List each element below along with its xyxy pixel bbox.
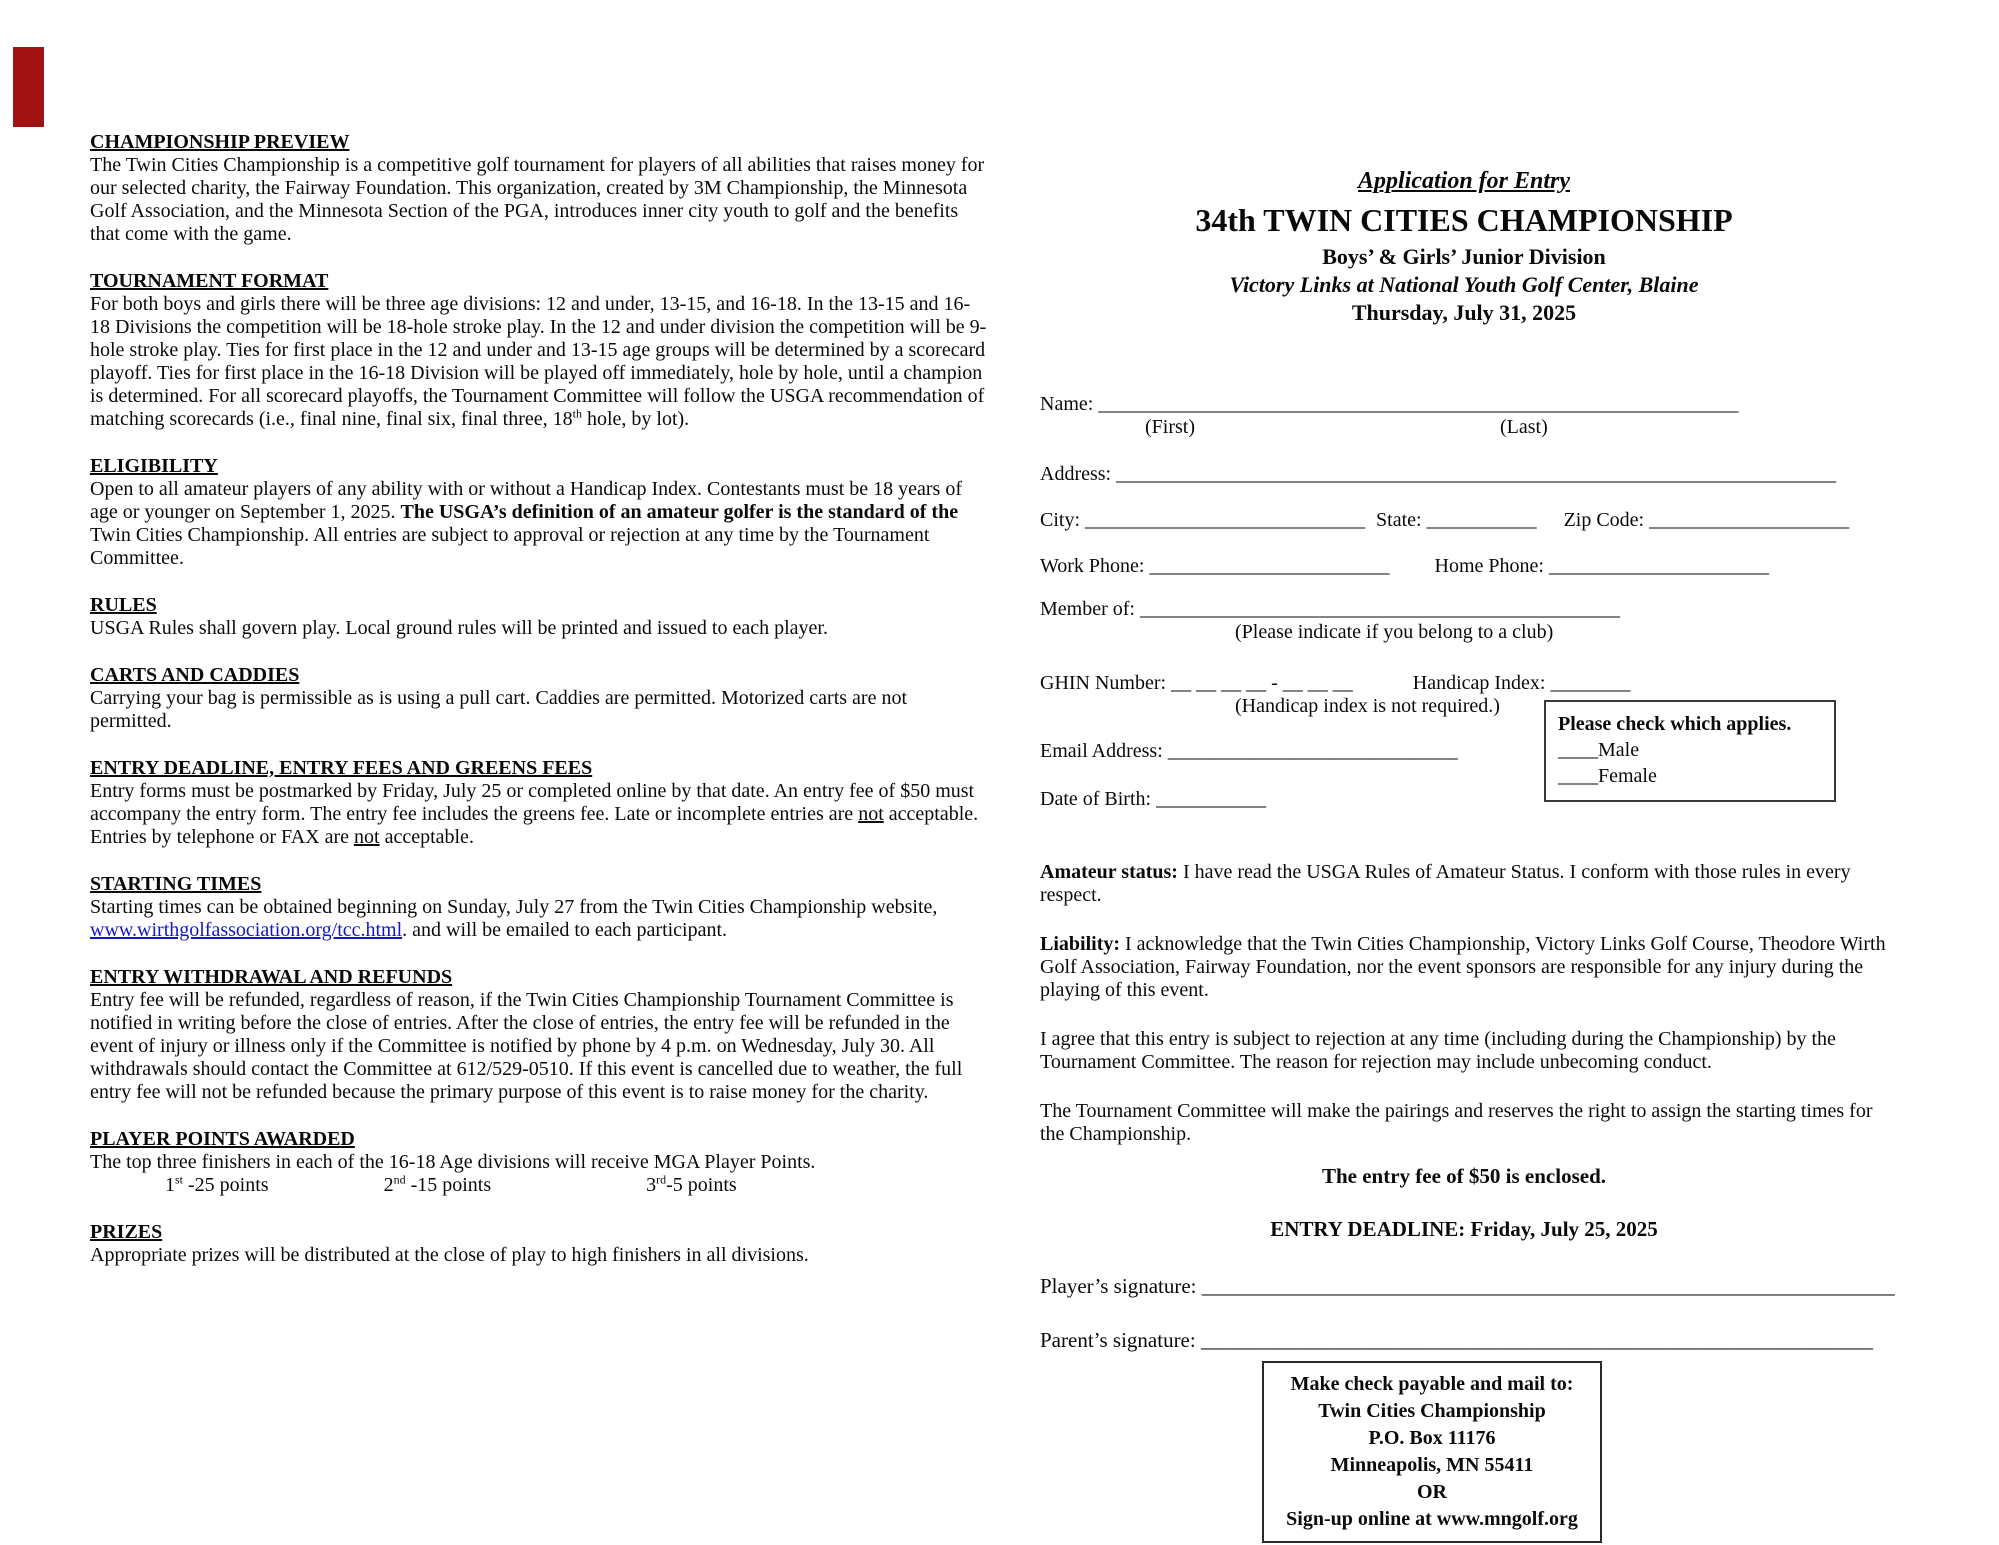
member-of-blank: ________________________________________________: [1139, 598, 1620, 620]
body-text: Twin Cities Championship. All entries are subject to approval or rejection at any time by the Tournament Committee.: [90, 524, 930, 569]
body-text: Open to all amateur players of any ability with or without a Handicap Index. Contestants must be 18 years of age or younger on September 1, 2025.: [90, 478, 963, 523]
ghin-digit-blanks: __ __ __ __ - __ __ __: [1171, 672, 1353, 694]
body-text: acceptable. Entries by telephone or FAX are: [90, 803, 979, 848]
player-signature-row: [1040, 1273, 1895, 1299]
parent-signature-label: Parent’s signature:: [1040, 1328, 1201, 1352]
superscript: st: [175, 1172, 184, 1187]
home-phone-blank: ______________________: [1548, 555, 1769, 577]
gender-checkbox-box: [1544, 700, 1836, 802]
female-check-line: ____Female: [1558, 765, 1657, 787]
dob-label: Date of Birth:: [1040, 788, 1152, 810]
application-header: [1040, 165, 1888, 327]
email-field-blank: _____________________________: [1167, 740, 1458, 762]
name-row: [1040, 393, 1888, 416]
work-phone-label: Work Phone:: [1040, 555, 1145, 577]
city-state-zip-row: [1040, 509, 1888, 532]
last-name-note: (Last): [1500, 416, 1548, 438]
place-number: 3: [646, 1174, 657, 1196]
section-starting-times: [90, 873, 990, 942]
section-prizes: [90, 1221, 990, 1267]
player-signature-label: Player’s signature:: [1040, 1274, 1202, 1298]
section-body: [90, 293, 990, 431]
section-heading: CARTS AND CADDIES: [90, 664, 300, 686]
dob-field-blank: ___________: [1156, 788, 1267, 810]
email-label: Email Address:: [1040, 740, 1163, 762]
ghin-label: GHIN Number:: [1040, 672, 1167, 694]
venue-subtitle: Victory Links at National Youth Golf Center, Blaine: [1229, 272, 1699, 297]
amateur-status-label: Amateur status:: [1040, 861, 1178, 883]
first-name-note: (First): [1145, 416, 1195, 438]
section-body: [90, 478, 990, 570]
championship-title: 34th TWIN CITIES CHAMPIONSHIP: [1195, 202, 1733, 238]
section-body: The top three finishers in each of the 16-18 Age divisions will receive MGA Player Points.: [90, 1151, 816, 1173]
state-field-blank: ___________: [1426, 509, 1537, 531]
section-championship-preview: [90, 131, 990, 246]
section-heading: PRIZES: [90, 1221, 163, 1243]
underlined-not: not: [354, 826, 380, 848]
handicap-index-label: Handicap Index:: [1412, 672, 1546, 694]
section-eligibility: [90, 455, 990, 570]
body-text: For both boys and girls there will be three age divisions: 12 and under, 13-15, and 16-18. In the 13-15 and 16-18 Divisions the competition will be 18-hole stroke play. In the 12 and under division the competition will be 9-hole stroke play. Ties for first place in the 12 and under and 13-15 age groups will be determined by a scorecard playoff. Ties for first place in the 16-18 Division will be played off immediately, hole by hole, until a champion is determined. For all scorecard playoffs, the Tournament Committee will follow the USGA recommendation of matching scorecards (i.e., final nine, final six, final three, 18: [90, 293, 987, 430]
liability-paragraph: [1040, 933, 1888, 1002]
section-body: Appropriate prizes will be distributed at the close of play to high finishers in all divisions.: [90, 1244, 809, 1266]
section-rules: [90, 594, 990, 640]
section-entry-withdrawal: [90, 966, 990, 1104]
date-subtitle: Thursday, July 31, 2025: [1351, 300, 1577, 325]
body-text: hole, by lot).: [581, 408, 690, 430]
superscript: nd: [393, 1172, 406, 1187]
address-field-blank: ________________________________________________________________________: [1116, 463, 1837, 485]
points-awarded-line: [90, 1174, 990, 1197]
body-text: Starting times can be obtained beginning on Sunday, July 27 from the Twin Cities Championship website,: [90, 896, 938, 918]
liability-text: I acknowledge that the Twin Cities Championship, Victory Links Golf Course, Theodore Wirth Golf Association, Fairway Foundation, nor the event sponsors are responsible for any injury during the playing of this event.: [1040, 933, 1886, 1001]
mail-instructions-box: [1262, 1361, 1602, 1543]
mail-box-line: Minneapolis, MN 55411: [1330, 1454, 1534, 1476]
player-signature-blank: __________________________________________________________________: [1201, 1274, 1895, 1298]
zip-field-blank: ____________________: [1649, 509, 1850, 531]
underlined-not: not: [858, 803, 884, 825]
handicap-note: (Handicap index is not required.): [1235, 695, 1500, 717]
section-body: USGA Rules shall govern play. Local ground rules will be printed and issued to each player.: [90, 617, 828, 639]
gender-box-title: Please check which applies.: [1558, 713, 1792, 735]
amateur-status-text: I have read the USGA Rules of Amateur Status. I conform with those rules in every respect.: [1040, 861, 1851, 906]
address-label: Address:: [1040, 463, 1112, 485]
points-text: -25 points: [183, 1174, 269, 1196]
city-field-blank: ____________________________: [1085, 509, 1366, 531]
points-text: -15 points: [405, 1174, 492, 1196]
section-heading: RULES: [90, 594, 157, 616]
member-of-label: Member of:: [1040, 598, 1135, 620]
section-heading: STARTING TIMES: [90, 873, 262, 895]
ghin-row: [1040, 672, 1888, 695]
name-field-blank: ________________________________________________________________: [1098, 393, 1739, 415]
entry-fee-line: The entry fee of $50 is enclosed.: [1321, 1164, 1607, 1188]
section-body: [90, 896, 990, 942]
mail-box-line: Sign-up online at www.mngolf.org: [1286, 1508, 1578, 1530]
points-text: -5 points: [666, 1174, 737, 1196]
bold-text: The USGA’s definition of an amateur golfer is the standard of the: [400, 501, 959, 523]
name-label: Name:: [1040, 393, 1094, 415]
place-number: 1: [165, 1174, 175, 1196]
body-text: . and will be emailed to each participant.: [402, 919, 728, 941]
division-subtitle: Boys’ & Girls’ Junior Division: [1322, 244, 1606, 269]
mail-box-line: OR: [1417, 1481, 1447, 1503]
home-phone-label: Home Phone:: [1434, 555, 1544, 577]
work-phone-blank: ________________________: [1149, 555, 1390, 577]
section-heading: TOURNAMENT FORMAT: [90, 270, 329, 292]
section-entry-deadline-fees: [90, 757, 990, 849]
body-text: acceptable.: [379, 826, 474, 848]
application-form-column: [1040, 165, 1895, 1543]
section-heading: PLAYER POINTS AWARDED: [90, 1128, 355, 1150]
section-heading: ELIGIBILITY: [90, 455, 218, 477]
member-of-note: (Please indicate if you belong to a club): [1235, 621, 1554, 643]
section-body: The Twin Cities Championship is a competitive golf tournament for players of all abilities that raises money for our selected charity, the Fairway Foundation. This organization, created by 3M Championship, the Minnesota Golf Association, and the Minnesota Section of the PGA, introduces inner city youth to golf and the benefits that come with the game.: [90, 154, 985, 245]
member-of-row: [1040, 598, 1888, 621]
mail-box-line: Make check payable and mail to:: [1290, 1373, 1574, 1395]
red-annotation-marker: [13, 47, 44, 127]
first-place-points: [165, 1174, 269, 1197]
zip-label: Zip Code:: [1563, 509, 1645, 531]
section-player-points: [90, 1128, 990, 1197]
mail-box-line: Twin Cities Championship: [1318, 1400, 1546, 1422]
section-heading: ENTRY WITHDRAWAL AND REFUNDS: [90, 966, 453, 988]
rejection-agreement-paragraph: I agree that this entry is subject to rejection at any time (including during the Championship) by the Tournament Committee. The reason for rejection may include unbecoming conduct.: [1040, 1028, 1836, 1073]
section-tournament-format: [90, 270, 990, 431]
address-row: [1040, 463, 1888, 486]
phone-row: [1040, 555, 1888, 578]
body-text: Entry forms must be postmarked by Friday, July 25 or completed online by that date. An entry fee of $50 must accompany the entry form. The entry fee includes the greens fee. Late or incomplete entries are: [90, 780, 975, 825]
state-label: State:: [1376, 509, 1422, 531]
application-for-entry-title: Application for Entry: [1357, 168, 1571, 194]
superscript: rd: [656, 1172, 667, 1187]
third-place-points: [646, 1174, 737, 1197]
section-carts-caddies: [90, 664, 990, 733]
amateur-status-paragraph: [1040, 861, 1888, 907]
section-body: [90, 780, 990, 849]
name-sub-notes: [1040, 416, 1888, 439]
entry-deadline-line: ENTRY DEADLINE: Friday, July 25, 2025: [1270, 1217, 1658, 1241]
superscript: th: [572, 406, 582, 421]
section-body: Entry fee will be refunded, regardless of reason, if the Twin Cities Championship Tournament Committee is notified in writing before the close of entries. After the close of entries, the entry fee will be refunded in the event of injury or illness only if the Committee is notified by phone by 4 p.m. on Wednesday, July 30. All withdrawals should contact the Committee at 612/529-0510. If this event is cancelled due to weather, the full entry fee will not be refunded because the primary purpose of this event is to raise money for the charity.: [90, 989, 963, 1103]
city-label: City:: [1040, 509, 1081, 531]
parent-signature-row: [1040, 1327, 1888, 1353]
mail-box-line: P.O. Box 11176: [1368, 1427, 1496, 1449]
section-heading: CHAMPIONSHIP PREVIEW: [90, 131, 350, 153]
section-body: Carrying your bag is permissible as is using a pull cart. Caddies are permitted. Motorized carts are not permitted.: [90, 687, 908, 732]
second-place-points: [384, 1174, 492, 1197]
pairings-paragraph: The Tournament Committee will make the pairings and reserves the right to assign the starting times for the Championship.: [1040, 1100, 1873, 1145]
section-heading: ENTRY DEADLINE, ENTRY FEES AND GREENS FEES: [90, 757, 593, 779]
place-number: 2: [383, 1174, 394, 1196]
handicap-index-blank: ________: [1550, 672, 1631, 694]
info-column: [90, 131, 990, 1291]
liability-label: Liability:: [1040, 933, 1121, 955]
parent-signature-blank: ________________________________________________________________: [1200, 1328, 1873, 1352]
website-link[interactable]: www.wirthgolfassociation.org/tcc.html: [90, 919, 403, 941]
male-check-line: ____Male: [1558, 739, 1640, 761]
